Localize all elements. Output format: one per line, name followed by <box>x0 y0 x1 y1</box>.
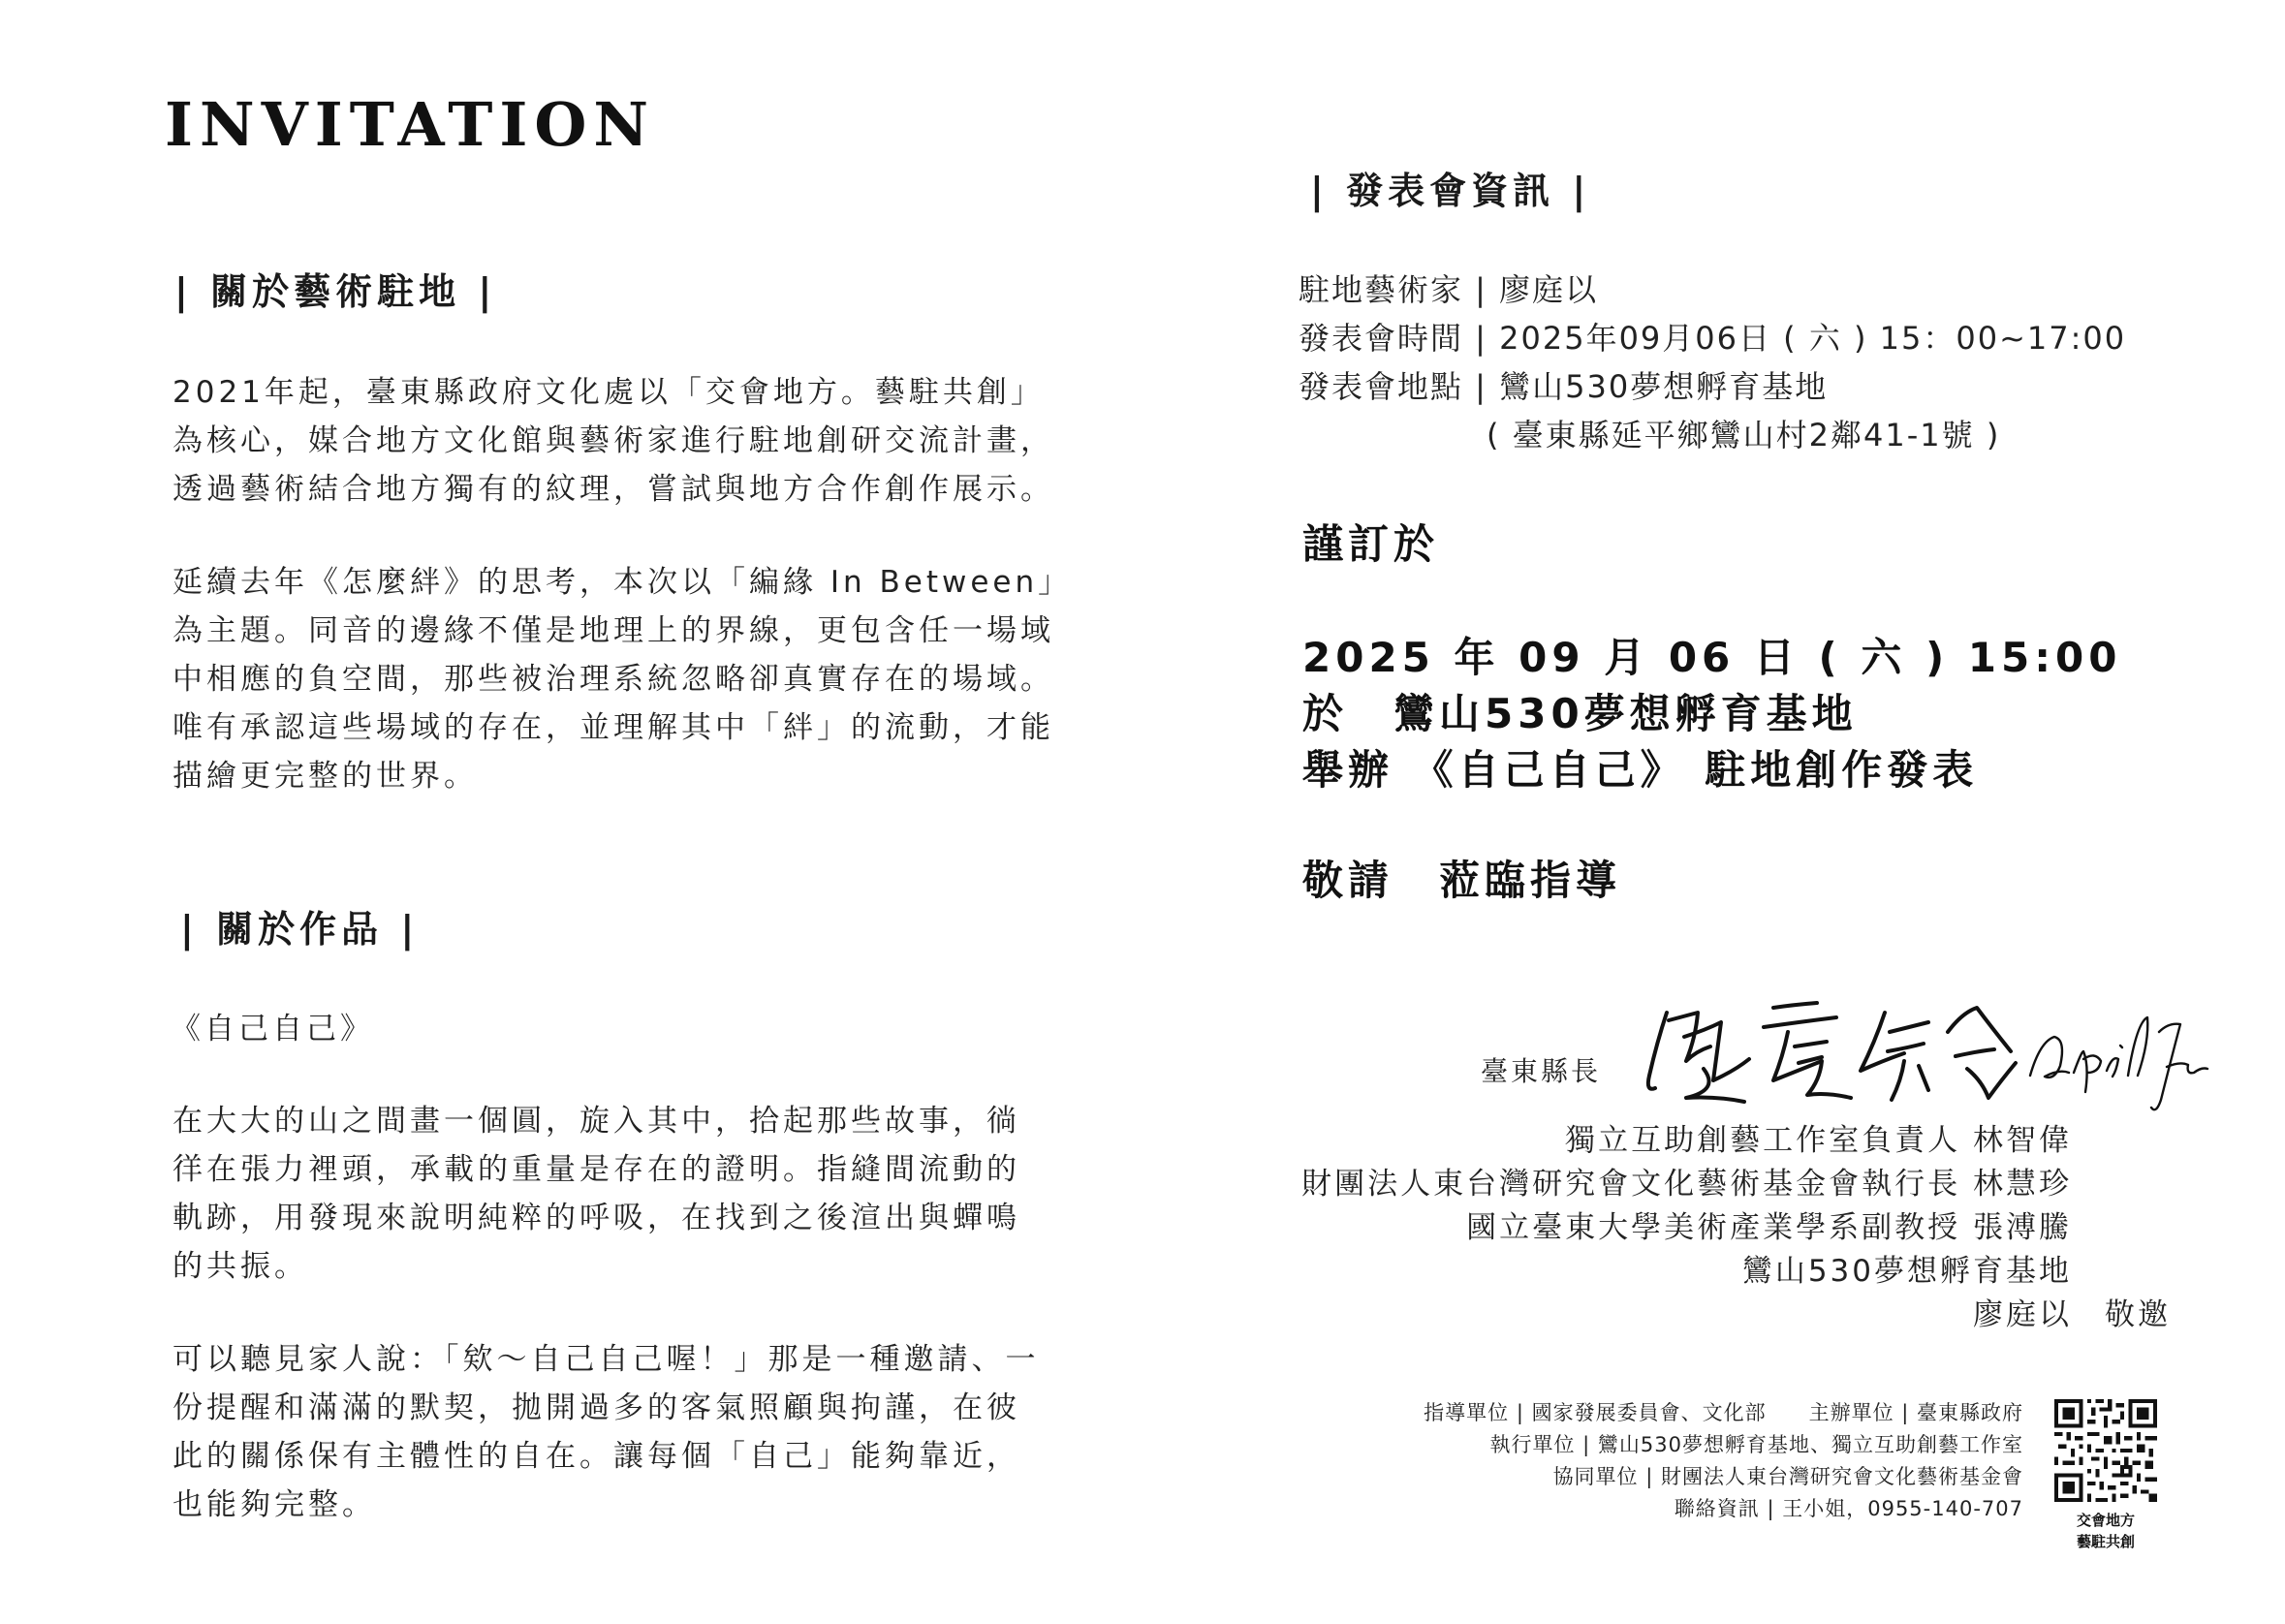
magistrate-signature <box>1628 984 2209 1119</box>
credits <box>1424 1397 2023 1525</box>
magistrate-title: 臺東縣長 <box>1481 1055 1602 1087</box>
event-info-venue: 發表會地點 | 鸞山530夢想孵育基地 <box>1299 368 1829 405</box>
invitee-line: 獨立互助創藝工作室負責人 林智偉 <box>1565 1123 2072 1158</box>
paragraph-line: 為核心，媒合地方文化館與藝術家進行駐地創研交流計畫， <box>172 423 1054 458</box>
invitee-line: 財團法人東台灣研究會文化藝術基金會執行長 林慧珍 <box>1301 1167 2072 1202</box>
invitee-last <box>1973 1294 2171 1337</box>
invitee-line: 鸞山530夢想孵育基地 <box>1741 1254 2072 1289</box>
paragraph-line: 軌跡，用發現來說明純粹的呼吸，在找到之後渲出與蟬鳴 <box>172 1201 1020 1235</box>
paragraph-line: 的共振。 <box>172 1249 308 1284</box>
paragraph-line: 徉在張力裡頭，承載的重量是存在的證明。指縫間流動的 <box>172 1152 1020 1187</box>
qr-caption-line: 交會地方 <box>2076 1512 2135 1529</box>
credit-line: 協同單位 | 財團法人東台灣研究會文化藝術基金會 <box>1552 1465 2023 1488</box>
paragraph-line: 可以聽見家人說：「欸～自己自己喔！」那是一種邀請、一 <box>172 1342 1040 1377</box>
invitation-title: INVITATION <box>165 89 656 160</box>
paragraph-line: 為主題。同音的邊緣不僅是地理上的界線，更包含任一場域 <box>172 613 1054 648</box>
credit-line: 聯絡資訊 | 王小姐，0955-140-707 <box>1674 1497 2023 1520</box>
invitees <box>1301 1119 2072 1294</box>
work-paragraph-2 <box>172 1335 1040 1529</box>
work-title-text: 《自己自己》 <box>171 1012 374 1046</box>
welcome-text: 敬請 蒞臨指導 <box>1302 857 1622 904</box>
paragraph-line: 在大大的山之間畫一個圓，旋入其中，拾起那些故事，徜 <box>172 1104 1020 1139</box>
qr-caption-line: 藝駐共創 <box>2076 1533 2135 1550</box>
work-title <box>171 1005 374 1053</box>
paragraph-line: 描繪更完整的世界。 <box>172 759 478 794</box>
qr-code-icon[interactable] <box>2054 1399 2157 1502</box>
event-info-address: ( 臺東縣延平鄉鸞山村2鄰41-1號 ) <box>1487 417 2001 453</box>
announcement-date: 2025 年 09 月 06 日 ( 六 ) 15:00 <box>1302 634 2122 681</box>
announcement <box>1302 630 2121 798</box>
residency-heading: | 關於藝術駐地 | <box>174 270 497 313</box>
paragraph-line: 延續去年《怎麼絆》的思考，本次以「編緣 In Between」 <box>172 565 1073 600</box>
announcement-event: 舉辦 《自己自己》 駐地創作發表 <box>1302 746 1979 794</box>
paragraph-line: 唯有承認這些場域的存在，並理解其中「絆」的流動，才能 <box>172 710 1054 745</box>
credit-line: 執行單位 | 鸞山530夢想孵育基地、獨立互助創藝工作室 <box>1489 1433 2023 1456</box>
event-info-time: 發表會時間 | 2025年09月06日 ( 六 ) 15：00~17:00 <box>1299 320 2127 357</box>
qr-caption <box>2048 1510 2164 1552</box>
paragraph-line: 中相應的負空間，那些被治理系統忽略卻真實存在的場域。 <box>172 662 1054 697</box>
invitee-line: 廖庭以 敬邀 <box>1973 1297 2171 1332</box>
event-heading: | 發表會資訊 | <box>1310 170 1591 212</box>
residency-paragraph-2 <box>172 558 1072 800</box>
event-info-artist: 駐地藝術家 | 廖庭以 <box>1299 271 1599 308</box>
paragraph-line: 也能夠完整。 <box>172 1487 376 1522</box>
paragraph-line: 份提醒和滿滿的默契，拋開過多的客氣照顧與拘謹，在彼 <box>172 1390 1020 1425</box>
paragraph-line: 此的關係保有主體性的自在。讓每個「自己」能夠靠近， <box>172 1439 1020 1474</box>
residency-paragraph-1 <box>172 368 1054 514</box>
paragraph-line: 透過藝術結合地方獨有的紋理，嘗試與地方合作創作展示。 <box>172 472 1054 507</box>
work-heading: | 關於作品 | <box>180 908 420 951</box>
respectfully-text: 謹訂於 <box>1302 520 1440 568</box>
welcome <box>1302 853 1621 909</box>
work-paragraph-1 <box>172 1097 1020 1291</box>
invitee-line: 國立臺東大學美術產業學系副教授 張溥騰 <box>1466 1210 2072 1245</box>
respectfully-scheduled <box>1302 516 1439 573</box>
event-info <box>1299 265 2126 459</box>
announcement-venue: 於 鸞山530夢想孵育基地 <box>1302 690 1858 737</box>
credit-line: 指導單位 | 國家發展委員會、文化部 主辦單位 | 臺東縣政府 <box>1424 1401 2023 1424</box>
paragraph-line: 2021年起，臺東縣政府文化處以「交會地方。藝駐共創」 <box>172 375 1045 410</box>
